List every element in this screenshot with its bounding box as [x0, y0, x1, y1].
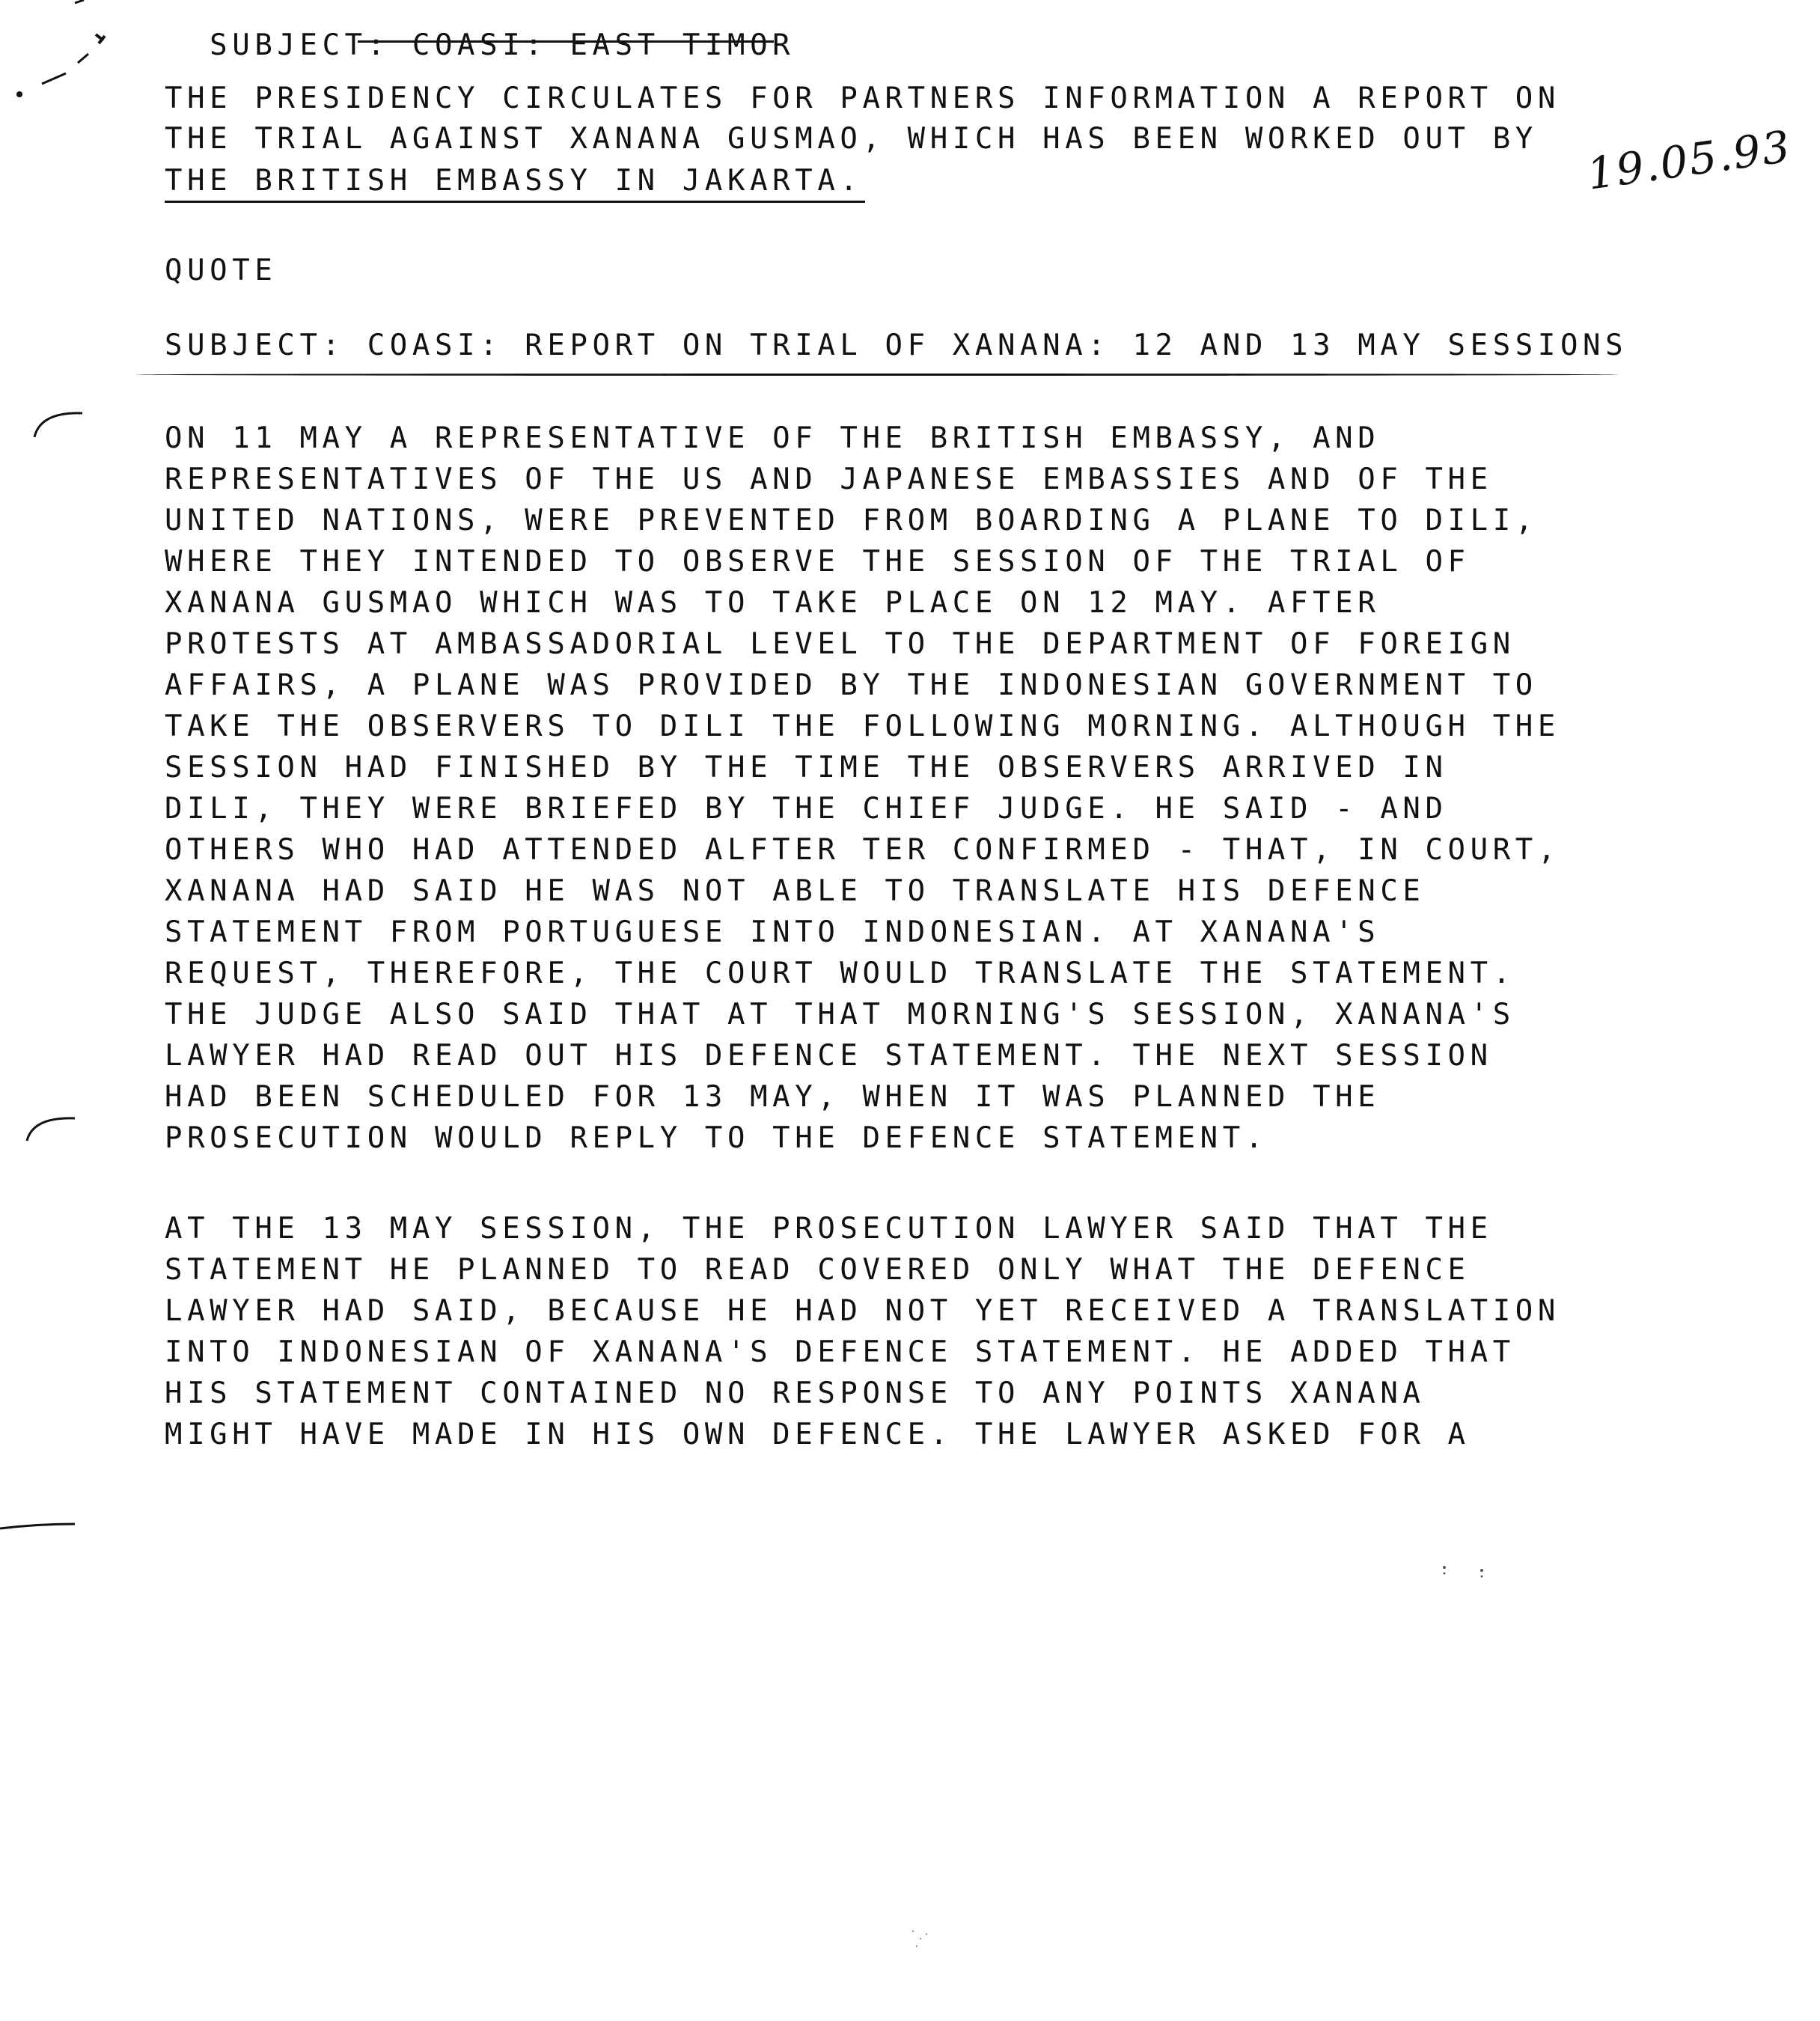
paragraph-1-line: HAD BEEN SCHEDULED FOR 13 MAY, WHEN IT WAS PLANNED THE [165, 1080, 1381, 1114]
quote-label: QUOTE [165, 254, 278, 287]
paragraph-1-line: ON 11 MAY A REPRESENTATIVE OF THE BRITISH EMBASSY, AND [165, 421, 1381, 455]
paragraph-1-line: LAWYER HAD READ OUT HIS DEFENCE STATEMENT. THE NEXT SESSION [165, 1039, 1493, 1073]
paragraph-1-line: XANANA HAD SAID HE WAS NOT ABLE TO TRANSLATE HIS DEFENCE [165, 874, 1426, 908]
paragraph-1-line: REQUEST, THEREFORE, THE COURT WOULD TRANSLATE THE STATEMENT. [165, 957, 1515, 990]
paragraph-2-line: STATEMENT HE PLANNED TO READ COVERED ONLY WHAT THE DEFENCE [165, 1253, 1471, 1287]
margin-rule-mark [0, 1519, 82, 1534]
handwritten-date: 19.05.93 [1584, 121, 1795, 200]
intro-line-3: THE BRITISH EMBASSY IN JAKARTA. [165, 164, 863, 198]
paragraph-1-line: SESSION HAD FINISHED BY THE TIME THE OBSERVERS ARRIVED IN [165, 751, 1448, 784]
paragraph-1-line: REPRESENTATIVES OF THE US AND JAPANESE EMBASSIES AND OF THE [165, 463, 1493, 496]
paragraph-1-line: TAKE THE OBSERVERS TO DILI THE FOLLOWING MORNING. ALTHOUGH THE [165, 710, 1560, 743]
paragraph-2-line: INTO INDONESIAN OF XANANA'S DEFENCE STATEMENT. HE ADDED THAT [165, 1335, 1515, 1369]
margin-mark-1 [30, 404, 90, 442]
paragraph-1-line: AFFAIRS, A PLANE WAS PROVIDED BY THE INDONESIAN GOVERNMENT TO [165, 668, 1538, 702]
paragraph-1-line: UNITED NATIONS, WERE PREVENTED FROM BOARDING A PLANE TO DILI, [165, 504, 1538, 537]
intro-line-1: THE PRESIDENCY CIRCULATES FOR PARTNERS INFORMATION A REPORT ON [165, 82, 1560, 115]
paragraph-1-line: DILI, THEY WERE BRIEFED BY THE CHIEF JUDGE. HE SAID - AND [165, 792, 1448, 826]
report-subject: SUBJECT: COASI: REPORT ON TRIAL OF XANANA: 12 AND 13 MAY SESSIONS [165, 329, 1628, 362]
intro-line-2: THE TRIAL AGAINST XANANA GUSMAO, WHICH HAS BEEN WORKED OUT BY [165, 122, 1538, 156]
header-subject-text: SUBJECT: COASI: EAST TIMOR [210, 28, 796, 62]
paragraph-1-line: OTHERS WHO HAD ATTENDED ALFTER TER CONFIRMED - THAT, IN COURT, [165, 833, 1560, 867]
paragraph-1-line: PROTESTS AT AMBASSADORIAL LEVEL TO THE DEPARTMENT OF FOREIGN [165, 627, 1515, 661]
scan-speck-2 [898, 1916, 943, 1961]
paragraph-1-line: WHERE THEY INTENDED TO OBSERVE THE SESSION OF THE TRIAL OF [165, 545, 1471, 579]
report-subject-underline [136, 374, 1618, 376]
paragraph-2-line: LAWYER HAD SAID, BECAUSE HE HAD NOT YET RECEIVED A TRANSLATION [165, 1294, 1560, 1328]
intro-line-3-underline [165, 201, 865, 203]
paragraph-2-line: MIGHT HAVE MADE IN HIS OWN DEFENCE. THE LAWYER ASKED FOR A [165, 1418, 1471, 1451]
paragraph-2-line: AT THE 13 MAY SESSION, THE PROSECUTION LAWYER SAID THAT THE [165, 1212, 1493, 1246]
paragraph-1-line: XANANA GUSMAO WHICH WAS TO TAKE PLACE ON 12 MAY. AFTER [165, 586, 1381, 620]
margin-mark-2 [22, 1108, 82, 1145]
paragraph-2-line: HIS STATEMENT CONTAINED NO RESPONSE TO ANY POINTS XANANA [165, 1377, 1426, 1410]
paragraph-1-line: PROSECUTION WOULD REPLY TO THE DEFENCE STATEMENT. [165, 1121, 1268, 1155]
header-subject [165, 1, 795, 60]
pen-mark-top-left [0, 0, 150, 120]
paragraph-1-line: STATEMENT FROM PORTUGUESE INTO INDONESIAN. AT XANANA'S [165, 915, 1381, 949]
paragraph-1-line: THE JUDGE ALSO SAID THAT AT THAT MORNING'S SESSION, XANANA'S [165, 998, 1515, 1031]
header-subject-underline [358, 40, 774, 43]
scan-speck-1 [1437, 1557, 1497, 1587]
